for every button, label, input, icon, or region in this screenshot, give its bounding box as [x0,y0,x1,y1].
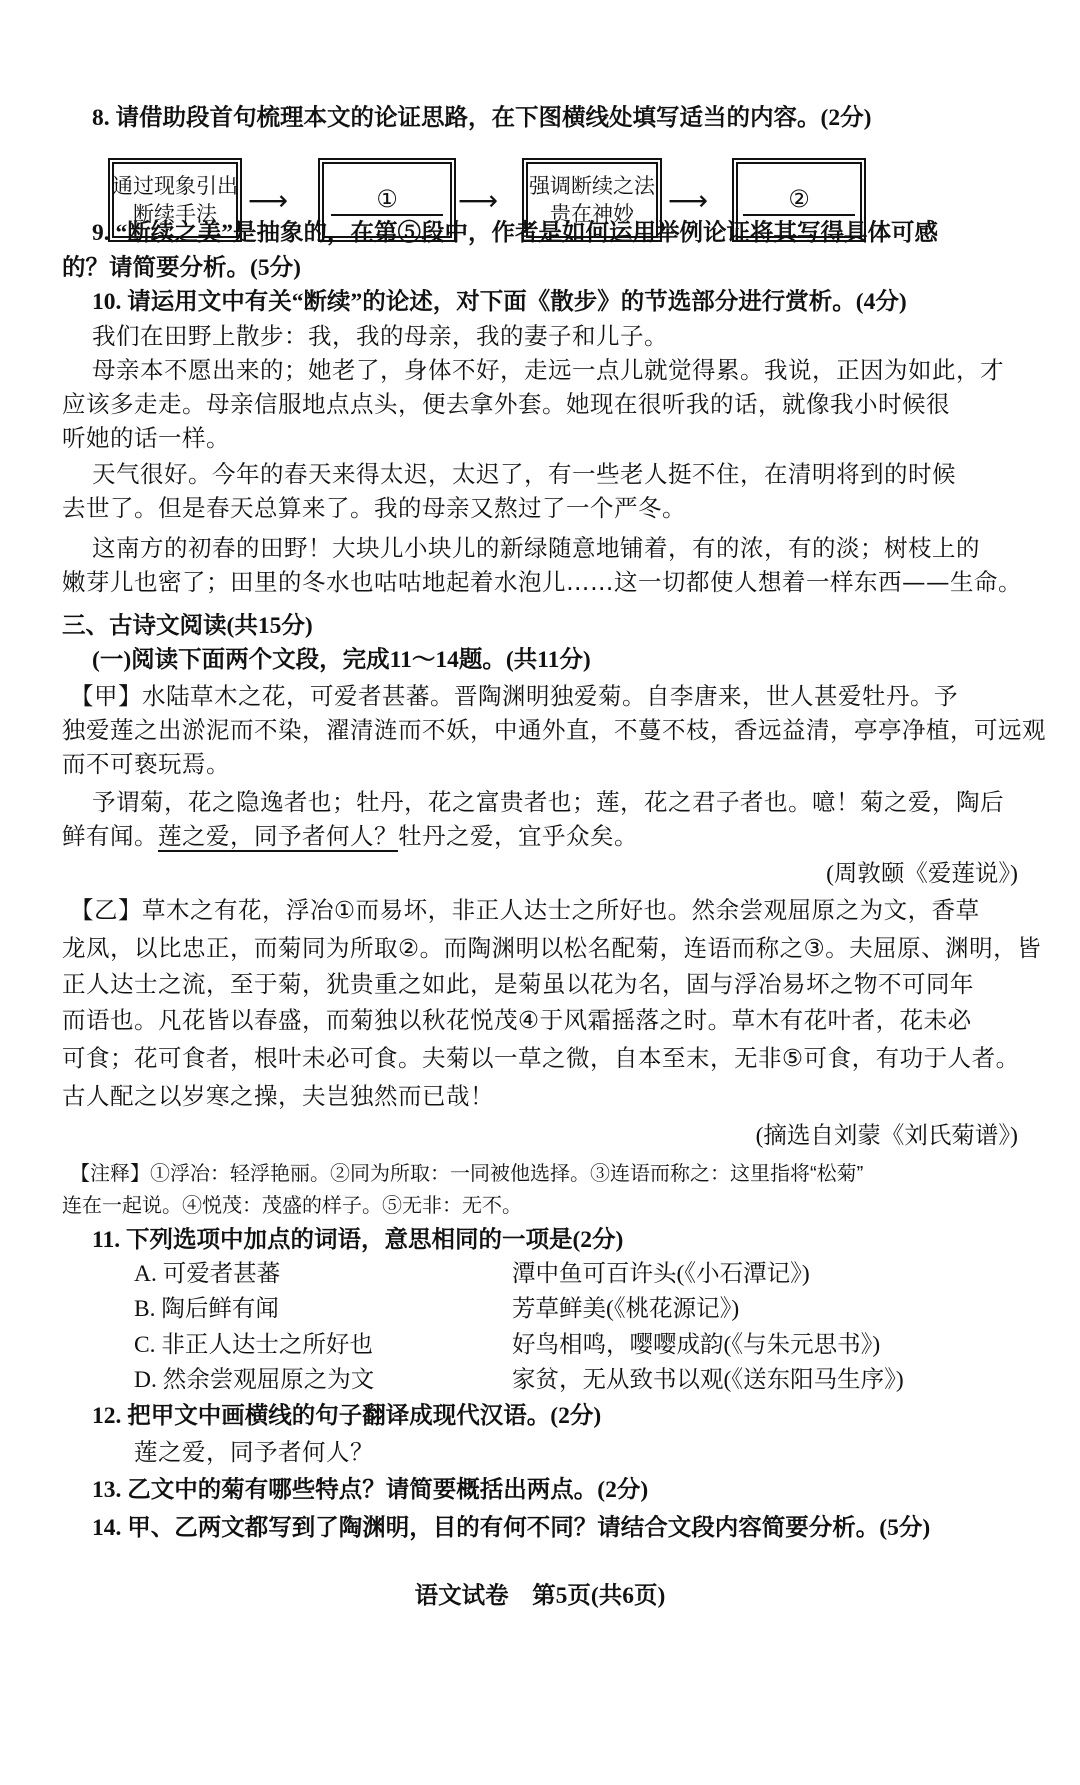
passage-p3-l2: 去世了。但是春天总算来了。我的母亲又熬过了一个严冬。 [62,494,686,522]
option-d-right: 家贫，无从致书以观(《送东阳马生序》) [512,1367,904,1393]
yi-l5: 可食；花可食者，根叶未必可食。夫菊以一草之微，自本至末，无非⑤可食，有功于人者。 [62,1044,1020,1072]
jia-l5-post: 牡丹之爱，宜乎众矣。 [398,822,638,850]
question-12: 12. 把甲文中画横线的句子翻译成现代汉语。(2分) [92,1403,602,1429]
question-13: 13. 乙文中的菊有哪些特点？请简要概括出两点。(2分) [92,1477,649,1503]
yi-l3: 正人达士之流，至于菊，犹贵重之如此，是菊虽以花为名，固与浮冶易坏之物不可同年 [62,970,974,998]
flow-box-1-line2: 断续手法 [133,202,217,226]
flow-box-1-line1: 通过现象引出 [112,174,238,198]
jia-l3: 而不可亵玩焉。 [62,750,230,778]
option-a-left[interactable]: A. 可爱者甚蕃 [134,1261,281,1287]
passage-p1: 我们在田野上散步：我，我的母亲，我的妻子和儿子。 [92,322,668,350]
page-footer: 语文试卷 第5页(共6页) [414,1583,666,1609]
yi-l2: 龙凤，以比忠正，而菊同为所取②。而陶渊明以松名配菊，连语而称之③。夫屈原、渊明，皆 [62,934,1042,962]
q12-sentence: 莲之爱，同予者何人？ [134,1438,374,1466]
question-9-line2: 的？请简要分析。(5分) [62,255,301,281]
option-d-left[interactable]: D. 然余尝观屈原之为文 [134,1367,375,1393]
section-3-sub: (一)阅读下面两个文段，完成11～14题。(共11分) [92,647,591,673]
option-b-left[interactable]: B. 陶后鲜有闻 [134,1296,279,1322]
flow-box-3-line1: 强调断续之法 [529,174,655,198]
passage-p2-l3: 听她的话一样。 [62,424,230,452]
passage-p4-l2: 嫩芽儿也密了；田里的冬水也咕咕地起着水泡儿……这一切都使人想着一样东西——生命。 [62,568,1022,596]
flow-arrow-3: ⟶ [668,184,709,217]
jia-underlined-sentence: 莲之爱，同予者何人？ [158,822,398,850]
question-9-line1: 9. “断续之美”是抽象的，在第⑤段中，作者是如何运用举例论证将其写得具体可感 [92,220,938,246]
yi-source: (摘选自刘蒙《刘氏菊谱》) [755,1123,1018,1149]
jia-l5-pre: 鲜有闻。 [62,822,158,850]
option-b-right: 芳草鲜美(《桃花源记》) [512,1296,740,1322]
jia-l2: 独爱莲之出淤泥而不染，濯清涟而不妖，中通外直，不蔓不枝，香远益清，亭亭净植，可远观 [62,716,1046,744]
flow-arrow-2: ⟶ [458,184,499,217]
passage-p4-l1: 这南方的初春的田野！大块儿小块儿的新绿随意地铺着，有的浓，有的淡；树枝上的 [92,534,980,562]
option-a-right: 潭中鱼可百许头(《小石潭记》) [512,1261,810,1287]
question-11: 11. 下列选项中加点的词语，意思相同的一项是(2分) [92,1227,624,1253]
yi-note-l2: 连在一起说。④悦茂：茂盛的样子。⑤无非：无不。 [62,1195,522,1217]
answer-blank-2[interactable]: ② [743,184,855,216]
jia-source: (周敦颐《爱莲说》) [826,861,1018,887]
question-14: 14. 甲、乙两文都写到了陶渊明，目的有何不同？请结合文段内容简要分析。(5分) [92,1515,931,1541]
yi-l4: 而语也。凡花皆以春盛，而菊独以秋花悦茂④于风霜摇落之时。草木有花叶者，花未必 [62,1006,972,1034]
passage-p2-l1: 母亲本不愿出来的；她老了，身体不好，走远一点儿就觉得累。我说，正因为如此，才 [92,356,1004,384]
jia-l5 [62,818,1080,854]
option-c-right: 好鸟相鸣，嘤嘤成韵(《与朱元思书》) [512,1332,881,1358]
yi-l1: 【乙】草木之有花，浮冶①而易坏，非正人达士之所好也。然余尝观屈原之为文，香草 [70,896,980,924]
yi-l6: 古人配之以岁寒之操，夫岂独然而已哉！ [62,1082,494,1110]
passage-p3-l1: 天气很好。今年的春天来得太迟，太迟了，有一些老人挺不住，在清明将到的时候 [92,460,956,488]
yi-note-l1: 【注释】①浮冶：轻浮艳丽。②同为所取：一同被他选择。③连语而称之：这里指将“松菊” [70,1163,864,1185]
answer-blank-1[interactable]: ① [331,184,443,216]
jia-l1: 【甲】水陆草木之花，可爱者甚蕃。晋陶渊明独爱菊。自李唐来，世人甚爱牡丹。予 [70,682,958,710]
question-10: 10. 请运用文中有关“断续”的论述，对下面《散步》的节选部分进行赏析。(4分) [92,289,907,315]
section-3-heading: 三、古诗文阅读(共15分) [62,613,313,639]
passage-p2-l2: 应该多走走。母亲信服地点点头，便去拿外套。她现在很听我的话，就像我小时候很 [62,390,950,418]
question-8: 8. 请借助段首句梳理本文的论证思路，在下图横线处填写适当的内容。(2分) [92,105,872,131]
flow-box-3-line2: 贵在神妙 [550,202,634,226]
flow-arrow-1: ⟶ [248,184,289,217]
option-c-left[interactable]: C. 非正人达士之所好也 [134,1332,373,1358]
jia-l4: 予谓菊，花之隐逸者也；牡丹，花之富贵者也；莲，花之君子者也。噫！菊之爱，陶后 [92,788,1004,816]
